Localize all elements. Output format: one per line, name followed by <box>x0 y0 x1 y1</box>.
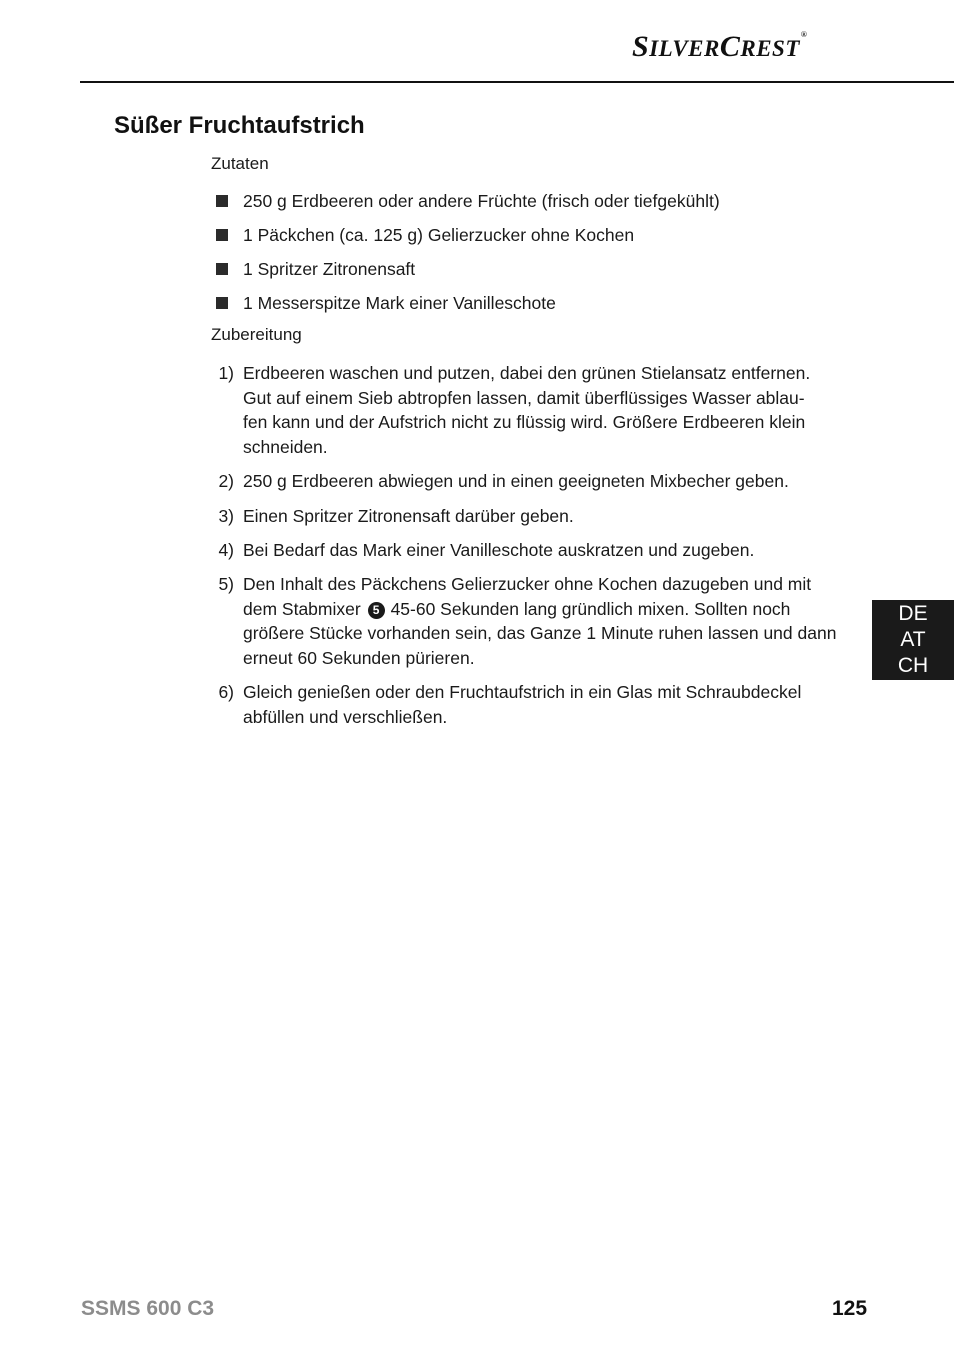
page-title: Süßer Fruchtaufstrich <box>114 112 365 139</box>
square-bullet-icon <box>216 297 228 309</box>
list-item: 1 Spritzer Zitronensaft <box>216 256 720 290</box>
ingredients-heading: Zutaten <box>211 154 269 173</box>
country-code-at: AT <box>900 628 926 651</box>
step-item: 2) 250 g Erdbeeren abwiegen und in einen geeigneten Mixbecher geben. <box>218 471 789 492</box>
part-number-5-icon: 5 <box>368 602 385 619</box>
step-item: 6) Gleich genießen oder den Fruchtaufstrich in ein Glas mit Schraubdeckel abfüllen und verschließen. <box>218 682 802 727</box>
country-tab <box>872 600 954 680</box>
preparation-heading: Zubereitung <box>211 325 302 344</box>
square-bullet-icon <box>216 195 228 207</box>
step-item: 3) Einen Spritzer Zitronensaft darüber geben. <box>218 505 574 526</box>
square-bullet-icon <box>216 263 228 275</box>
page-number: 125 <box>832 1297 868 1320</box>
list-item: 1 Päckchen (ca. 125 g) Gelierzucker ohne Kochen <box>216 222 720 256</box>
list-item: 1 Messerspitze Mark einer Vanilleschote <box>216 290 720 324</box>
list-item: 250 g Erdbeeren oder andere Früchte (frisch oder tiefgekühlt) <box>216 188 720 222</box>
header-rule <box>80 81 954 83</box>
square-bullet-icon <box>216 229 228 241</box>
brand-logo: SILVERCREST® <box>632 30 808 63</box>
preparation-steps <box>216 361 846 739</box>
country-code-ch: CH <box>897 654 929 677</box>
step-item: 1) Erdbeeren waschen und putzen, dabei den grünen Stielansatz entfernen. Gut auf einem Sieb abtropfen lassen, damit überflüssiges Wasser ablau- fen kann und der Aufstrich nicht zu flüssig wird. Größere Erdbeeren klein schneiden. <box>218 363 811 458</box>
country-code-de: DE <box>898 602 928 625</box>
step-item: 5) Den Inhalt des Päckchens Gelierzucker ohne Kochen dazugeben und mit dem Stabmixer 5 45-60 Sekunden lang gründlich mixen. Sollten noch größere Stücke vorhanden sein, das Ganze 1 Minute ruhen lassen und dann erneut 60 Sekunden pürieren. <box>218 573 837 669</box>
ingredients-list <box>216 188 720 324</box>
step-item: 4) Bei Bedarf das Mark einer Vanilleschote auskratzen und zugeben. <box>218 539 755 560</box>
footer-model: SSMS 600 C3 <box>81 1297 215 1320</box>
